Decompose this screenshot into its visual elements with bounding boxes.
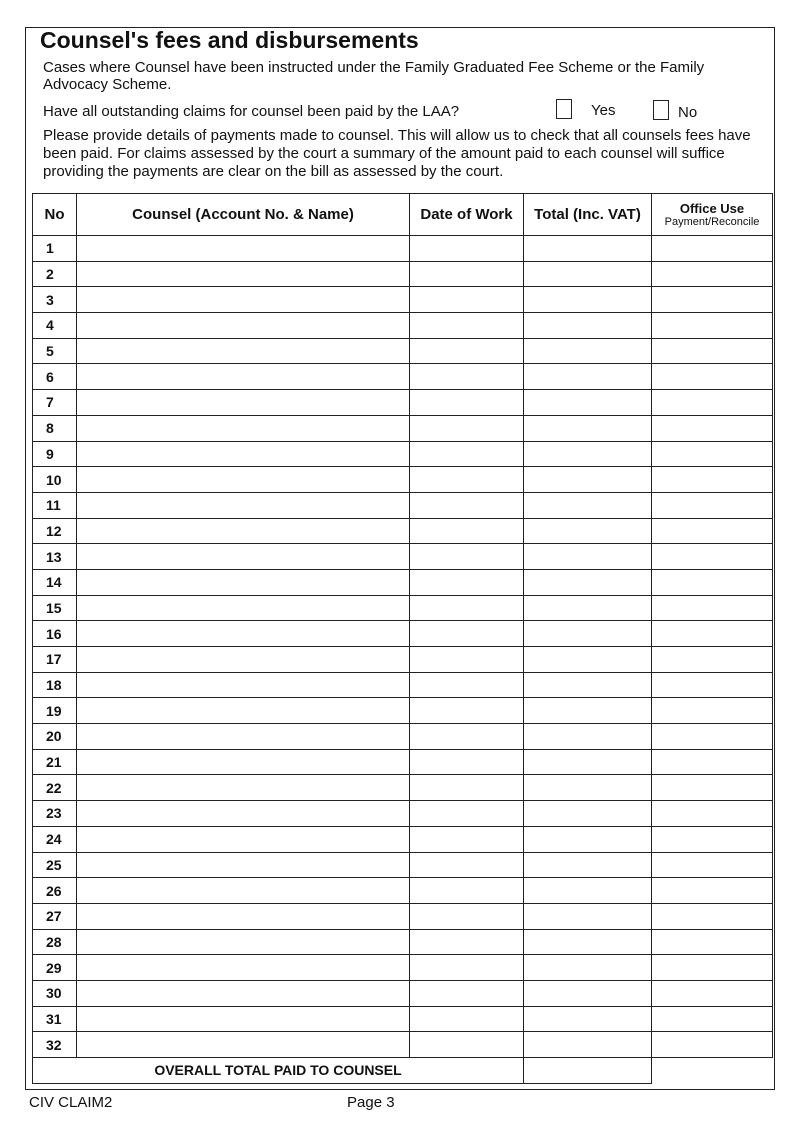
total-row-spacer (652, 1058, 773, 1084)
date-field[interactable] (410, 878, 524, 904)
counsel-field[interactable] (77, 313, 410, 339)
no-checkbox[interactable] (653, 100, 669, 120)
date-field[interactable] (410, 621, 524, 647)
outstanding-claims-question: Have all outstanding claims for counsel been paid by the LAA? (43, 103, 460, 120)
date-field[interactable] (410, 903, 524, 929)
counsel-field[interactable] (77, 621, 410, 647)
total-field[interactable] (524, 852, 652, 878)
office-use-field[interactable] (652, 364, 773, 390)
table-row (33, 390, 773, 416)
row-number: 31 (33, 1006, 77, 1032)
date-field[interactable] (410, 1032, 524, 1058)
counsel-field[interactable] (77, 261, 410, 287)
office-use-field[interactable] (652, 313, 773, 339)
row-number: 16 (33, 621, 77, 647)
counsel-field[interactable] (77, 775, 410, 801)
row-number: 15 (33, 595, 77, 621)
page-title: Counsel's fees and disbursements (40, 27, 419, 53)
counsel-field[interactable] (77, 852, 410, 878)
row-number: 9 (33, 441, 77, 467)
row-number: 6 (33, 364, 77, 390)
office-use-field[interactable] (652, 1006, 773, 1032)
row-number: 5 (33, 338, 77, 364)
total-field[interactable] (524, 261, 652, 287)
table-row (33, 518, 773, 544)
table-body (33, 236, 773, 1058)
total-field[interactable] (524, 672, 652, 698)
row-number: 7 (33, 390, 77, 416)
row-number: 8 (33, 415, 77, 441)
total-field[interactable] (524, 518, 652, 544)
table-row (33, 749, 773, 775)
counsel-field[interactable] (77, 544, 410, 570)
col-header-office-use (652, 194, 773, 236)
row-number: 29 (33, 955, 77, 981)
total-field[interactable] (524, 801, 652, 827)
total-field[interactable] (524, 929, 652, 955)
counsel-field[interactable] (77, 980, 410, 1006)
office-use-field[interactable] (652, 955, 773, 981)
total-field[interactable] (524, 724, 652, 750)
row-number: 4 (33, 313, 77, 339)
date-field[interactable] (410, 441, 524, 467)
office-use-field[interactable] (652, 698, 773, 724)
table-row (33, 698, 773, 724)
row-number: 23 (33, 801, 77, 827)
counsel-field[interactable] (77, 467, 410, 493)
counsel-field[interactable] (77, 878, 410, 904)
date-field[interactable] (410, 544, 524, 570)
col-header-date: Date of Work (410, 194, 524, 236)
row-number: 19 (33, 698, 77, 724)
details-text: Please provide details of payments made to counsel. This will allow us to check that all counsels fees have been paid. For claims assessed by the court a summary of the amount paid to each counsel will suffice providing the payments are clear on the bill as assessed by the court. (43, 127, 751, 180)
total-field[interactable] (524, 698, 652, 724)
total-field[interactable] (524, 287, 652, 313)
table-row (33, 569, 773, 595)
page-number: Page 3 (347, 1094, 395, 1111)
office-use-field[interactable] (652, 724, 773, 750)
date-field[interactable] (410, 364, 524, 390)
row-number: 2 (33, 261, 77, 287)
date-field[interactable] (410, 569, 524, 595)
total-field[interactable] (524, 441, 652, 467)
table-row (33, 595, 773, 621)
no-label: No (678, 104, 698, 121)
office-use-field[interactable] (652, 801, 773, 827)
total-field[interactable] (524, 621, 652, 647)
table-row (33, 672, 773, 698)
total-field[interactable] (524, 980, 652, 1006)
counsel-field[interactable] (77, 826, 410, 852)
office-use-field[interactable] (652, 492, 773, 518)
intro-text: Cases where Counsel have been instructed under the Family Graduated Fee Scheme or the Family Advocacy Scheme. (43, 59, 705, 93)
row-number: 12 (33, 518, 77, 544)
total-field[interactable] (524, 467, 652, 493)
office-use-field[interactable] (652, 980, 773, 1006)
row-number: 25 (33, 852, 77, 878)
date-field[interactable] (410, 698, 524, 724)
counsel-field[interactable] (77, 595, 410, 621)
table-row (33, 261, 773, 287)
date-field[interactable] (410, 929, 524, 955)
office-use-field[interactable] (652, 261, 773, 287)
total-field[interactable] (524, 955, 652, 981)
total-field[interactable] (524, 390, 652, 416)
row-number: 21 (33, 749, 77, 775)
office-use-field[interactable] (652, 852, 773, 878)
date-field[interactable] (410, 1006, 524, 1032)
table-row (33, 364, 773, 390)
office-use-field[interactable] (652, 236, 773, 262)
total-field[interactable] (524, 364, 652, 390)
total-field[interactable] (524, 878, 652, 904)
form-code: CIV CLAIM2 (29, 1094, 113, 1111)
overall-total-field[interactable] (524, 1058, 652, 1084)
office-use-field[interactable] (652, 595, 773, 621)
counsel-field[interactable] (77, 724, 410, 750)
table-row (33, 826, 773, 852)
date-field[interactable] (410, 980, 524, 1006)
total-field[interactable] (524, 544, 652, 570)
total-field[interactable] (524, 749, 652, 775)
table-row (33, 492, 773, 518)
total-row (33, 1058, 773, 1084)
table-row (33, 441, 773, 467)
counsel-field[interactable] (77, 1032, 410, 1058)
office-use-field[interactable] (652, 287, 773, 313)
col-header-counsel: Counsel (Account No. & Name) (77, 194, 410, 236)
office-use-field[interactable] (652, 929, 773, 955)
office-use-field[interactable] (652, 467, 773, 493)
row-number: 26 (33, 878, 77, 904)
table-row (33, 467, 773, 493)
total-field[interactable] (524, 236, 652, 262)
office-use-field[interactable] (652, 749, 773, 775)
counsel-field[interactable] (77, 955, 410, 981)
yes-checkbox[interactable] (556, 99, 572, 119)
table-row (33, 1032, 773, 1058)
total-field[interactable] (524, 492, 652, 518)
counsel-payments-table (32, 193, 773, 1084)
table-row (33, 929, 773, 955)
date-field[interactable] (410, 467, 524, 493)
row-number: 27 (33, 903, 77, 929)
table-row (33, 852, 773, 878)
counsel-field[interactable] (77, 518, 410, 544)
office-use-field[interactable] (652, 775, 773, 801)
total-field[interactable] (524, 775, 652, 801)
date-field[interactable] (410, 724, 524, 750)
table-row (33, 724, 773, 750)
total-field[interactable] (524, 1006, 652, 1032)
row-number: 13 (33, 544, 77, 570)
table-row (33, 647, 773, 673)
total-field[interactable] (524, 415, 652, 441)
office-use-field[interactable] (652, 338, 773, 364)
col-header-no: No (33, 194, 77, 236)
table-row (33, 313, 773, 339)
row-number: 10 (33, 467, 77, 493)
date-field[interactable] (410, 236, 524, 262)
date-field[interactable] (410, 775, 524, 801)
total-field[interactable] (524, 1032, 652, 1058)
row-number: 20 (33, 724, 77, 750)
office-use-field[interactable] (652, 569, 773, 595)
date-field[interactable] (410, 826, 524, 852)
table-row (33, 236, 773, 262)
total-field[interactable] (524, 338, 652, 364)
table-row (33, 287, 773, 313)
table-row (33, 775, 773, 801)
date-field[interactable] (410, 492, 524, 518)
table-row (33, 903, 773, 929)
date-field[interactable] (410, 415, 524, 441)
row-number: 24 (33, 826, 77, 852)
office-use-field[interactable] (652, 518, 773, 544)
counsel-field[interactable] (77, 441, 410, 467)
office-use-field[interactable] (652, 647, 773, 673)
office-use-field[interactable] (652, 390, 773, 416)
date-field[interactable] (410, 955, 524, 981)
row-number: 17 (33, 647, 77, 673)
date-field[interactable] (410, 338, 524, 364)
counsel-field[interactable] (77, 287, 410, 313)
date-field[interactable] (410, 313, 524, 339)
total-field[interactable] (524, 903, 652, 929)
col-header-total: Total (Inc. VAT) (524, 194, 652, 236)
table-row (33, 878, 773, 904)
office-use-field[interactable] (652, 878, 773, 904)
row-number: 3 (33, 287, 77, 313)
row-number: 1 (33, 236, 77, 262)
office-use-field[interactable] (652, 415, 773, 441)
date-field[interactable] (410, 518, 524, 544)
total-field[interactable] (524, 313, 652, 339)
total-field[interactable] (524, 826, 652, 852)
office-use-field[interactable] (652, 826, 773, 852)
counsel-field[interactable] (77, 338, 410, 364)
payment-reconcile-label: Payment/Reconcile (664, 215, 760, 228)
counsel-field[interactable] (77, 647, 410, 673)
table-row (33, 955, 773, 981)
office-use-field[interactable] (652, 544, 773, 570)
row-number: 11 (33, 492, 77, 518)
date-field[interactable] (410, 261, 524, 287)
counsel-field[interactable] (77, 698, 410, 724)
table-row (33, 980, 773, 1006)
row-number: 22 (33, 775, 77, 801)
counsel-field[interactable] (77, 415, 410, 441)
date-field[interactable] (410, 595, 524, 621)
date-field[interactable] (410, 749, 524, 775)
table-row (33, 544, 773, 570)
office-use-field[interactable] (652, 441, 773, 467)
counsel-field[interactable] (77, 569, 410, 595)
counsel-field[interactable] (77, 903, 410, 929)
office-use-field[interactable] (652, 672, 773, 698)
yes-label: Yes (591, 102, 616, 119)
total-field[interactable] (524, 647, 652, 673)
table-row (33, 338, 773, 364)
counsel-field[interactable] (77, 801, 410, 827)
overall-total-label: OVERALL TOTAL PAID TO COUNSEL (33, 1058, 524, 1084)
row-number: 32 (33, 1032, 77, 1058)
row-number: 18 (33, 672, 77, 698)
office-use-label: Office Use (679, 200, 745, 216)
date-field[interactable] (410, 801, 524, 827)
office-use-field[interactable] (652, 903, 773, 929)
counsel-field[interactable] (77, 749, 410, 775)
table-row (33, 1006, 773, 1032)
date-field[interactable] (410, 287, 524, 313)
date-field[interactable] (410, 647, 524, 673)
row-number: 30 (33, 980, 77, 1006)
table-row (33, 415, 773, 441)
row-number: 14 (33, 569, 77, 595)
office-use-field[interactable] (652, 621, 773, 647)
table-row (33, 801, 773, 827)
office-use-field[interactable] (652, 1032, 773, 1058)
counsel-field[interactable] (77, 672, 410, 698)
date-field[interactable] (410, 390, 524, 416)
row-number: 28 (33, 929, 77, 955)
date-field[interactable] (410, 672, 524, 698)
date-field[interactable] (410, 852, 524, 878)
total-field[interactable] (524, 595, 652, 621)
counsel-field[interactable] (77, 929, 410, 955)
counsel-field[interactable] (77, 390, 410, 416)
counsel-field[interactable] (77, 492, 410, 518)
table-row (33, 621, 773, 647)
counsel-field[interactable] (77, 236, 410, 262)
counsel-field[interactable] (77, 1006, 410, 1032)
total-field[interactable] (524, 569, 652, 595)
counsel-field[interactable] (77, 364, 410, 390)
